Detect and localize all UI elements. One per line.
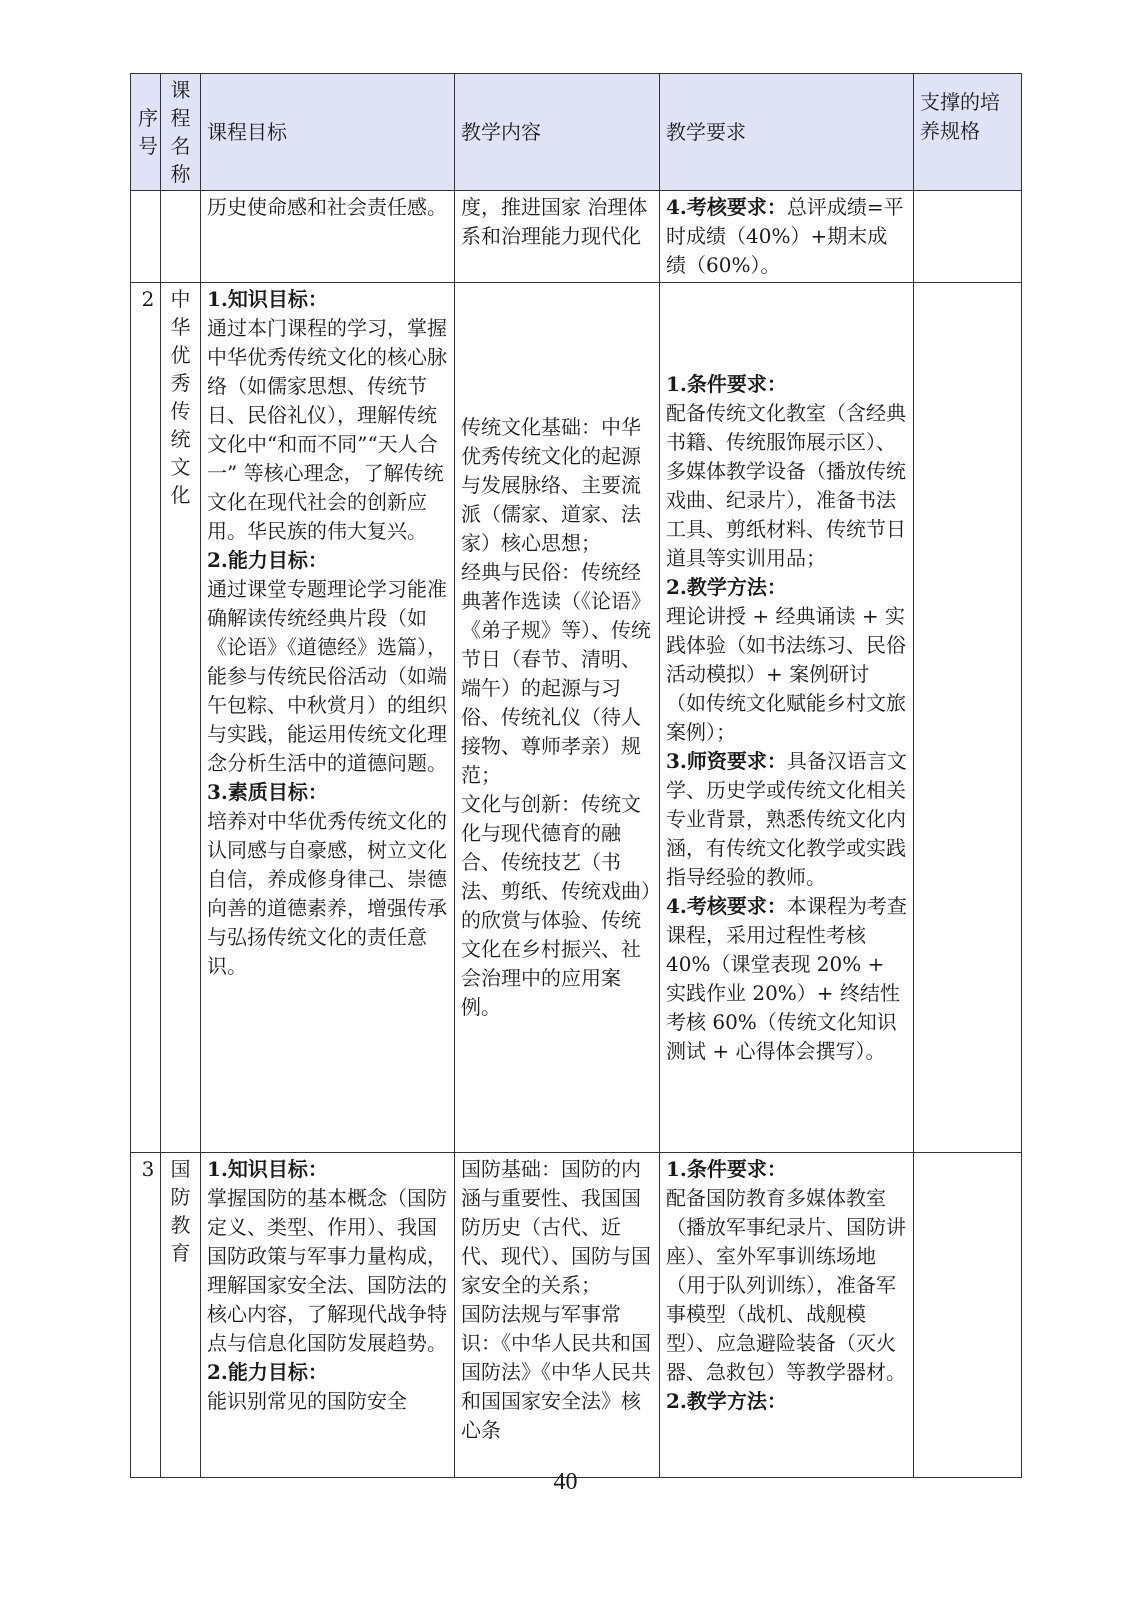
- requirement-text: 配备国防教育多媒体教室（播放军事纪录片、国防讲座）、室外军事训练场地（用于队列训练），准备军事模型（战机、战舰模型）、应急避险装备（灭火器、急救包）等教学器材。: [666, 1186, 906, 1384]
- requirement-item: [666, 193, 907, 280]
- requirement-label: 4.考核要求：: [666, 893, 787, 918]
- table-header-row: [131, 74, 1022, 191]
- content-text: 国防基础：国防的内涵与重要性、我国国防历史（古代、近代、现代）、国防与国家安全的关系；: [461, 1157, 651, 1297]
- goal-label: 1.知识目标：: [207, 1157, 328, 1181]
- requirement-label: 3.师资要求：: [666, 748, 787, 773]
- content-text: 经典与民俗：传统经典著作选读（《论语》《弟子规》等）、传统节日（春节、清明、端午）的起源与习俗、传统礼仪（待人接物、尊师孝亲）规范；: [461, 560, 651, 787]
- goal-label: 2.能力目标：: [207, 1360, 328, 1384]
- requirement-text: 本课程为考查课程，采用过程性考核 40%（课堂表现 20% + 实践作业 20%）+ 终结性考核 60%（传统文化知识测试 + 心得体会撰写）。: [666, 893, 907, 1063]
- content-text: 国防法规与军事常识：《中华人民共和国国防法》《中华人民共和国国家安全法》核心条: [461, 1302, 651, 1442]
- requirement-label: 1.条件要求：: [666, 371, 787, 396]
- content-text: 文化与创新：传统文化与现代德育的融合、传统技艺（书法、剪纸、传统戏曲）的欣赏与体验、传统文化在乡村振兴、社会治理中的应用案例。: [461, 792, 651, 1019]
- header-course-goal: 课程目标: [201, 74, 455, 191]
- goal-cell: [201, 191, 455, 283]
- requirement-item: [666, 747, 907, 892]
- requirement-cell: [660, 283, 914, 1153]
- goal-label: 1.知识目标：: [207, 287, 328, 311]
- goal-text: 能识别常见的国防安全: [207, 1389, 407, 1413]
- requirement-label: 2.教学方法：: [666, 1389, 787, 1413]
- seq-cell: 3: [131, 1153, 161, 1478]
- goal-cell: [201, 1153, 455, 1478]
- goal-text: 通过本门课程的学习，掌握中华优秀传统文化的核心脉络（如儒家思想、传统节日、民俗礼仪），理解传统文化中“和而不同”“天人合一” 等核心理念，了解传统文化在现代社会的创新应用。华民族的伟大复兴。: [207, 316, 447, 543]
- goal-text: 通过课堂专题理论学习能准确解读传统经典片段（如《论语》《道德经》选篇），能参与传统民俗活动（如端午包粽、中秋赏月）的组织与实践，能运用传统文化理念分析生活中的道德问题。: [207, 577, 447, 775]
- table-row: [131, 1153, 1022, 1478]
- requirement-label: 1.条件要求：: [666, 1157, 787, 1181]
- page-number: 40: [553, 1469, 578, 1495]
- requirement-label: 2.教学方法：: [666, 574, 787, 599]
- requirement-label: 4.考核要求：: [666, 195, 787, 219]
- header-teaching-content: 教学内容: [455, 74, 660, 191]
- content-text: 传统文化基础：中华优秀传统文化的起源与发展脉络、主要流派（儒家、道家、法家）核心思想；: [461, 415, 641, 555]
- support-cell: [914, 1153, 1022, 1478]
- course-name-cell: [161, 191, 201, 283]
- course-name-cell: 中华优秀传统文化: [161, 283, 201, 1153]
- seq-cell: [131, 191, 161, 283]
- requirement-cell: [660, 191, 914, 283]
- requirement-text: 具备汉语言文学、历史学或传统文化相关专业背景，熟悉传统文化内涵，有传统文化教学或实践指导经验的教师。: [666, 748, 907, 889]
- goal-text: 历史使命感和社会责任感。: [207, 195, 447, 219]
- requirement-cell: [660, 1153, 914, 1478]
- support-cell: [914, 283, 1022, 1153]
- table-row: [131, 191, 1022, 283]
- header-teaching-requirement: 教学要求: [660, 74, 914, 191]
- requirement-text: 配备传统文化教室（含经典书籍、传统服饰展示区）、多媒体教学设备（播放传统戏曲、纪录片），准备书法工具、剪纸材料、传统节日道具等实训用品；: [666, 400, 906, 570]
- content-cell: [455, 283, 660, 1153]
- goal-label: 2.能力目标：: [207, 548, 328, 572]
- seq-cell: 2: [131, 283, 161, 1153]
- table-row: [131, 283, 1022, 1153]
- curriculum-table: [130, 73, 1022, 1478]
- goal-text: 培养对中华优秀传统文化的认同感与自豪感，树立文化自信，养成修身律己、崇德向善的道德素养，增强传承与弘扬传统文化的责任意识。: [207, 809, 447, 978]
- goal-label: 3.素质目标：: [207, 780, 328, 804]
- requirement-text: 总评成绩=平时成绩（40%）+期末成绩（60%）。: [666, 195, 904, 277]
- content-text: 度，推进国家 治理体系和治理能力现代化: [461, 195, 648, 248]
- requirement-text: 理论讲授 + 经典诵读 + 实践体验（如书法练习、民俗活动模拟）+ 案例研讨（如传统文化赋能乡村文旅案例）；: [666, 603, 906, 744]
- goal-text: 掌握国防的基本概念（国防定义、类型、作用）、我国国防政策与军事力量构成，理解国家安全法、国防法的核心内容，了解现代战争特点与信息化国防发展趋势。: [207, 1186, 447, 1355]
- content-cell: [455, 191, 660, 283]
- header-support-spec: 支撑的培养规格: [914, 74, 1022, 191]
- content-cell: [455, 1153, 660, 1478]
- requirement-item: [666, 892, 907, 1066]
- support-cell: [914, 191, 1022, 283]
- goal-cell: [201, 283, 455, 1153]
- header-seq: 序号: [131, 74, 161, 191]
- header-course-name: 课程名称: [161, 74, 201, 191]
- course-name-cell: 国防教育: [161, 1153, 201, 1478]
